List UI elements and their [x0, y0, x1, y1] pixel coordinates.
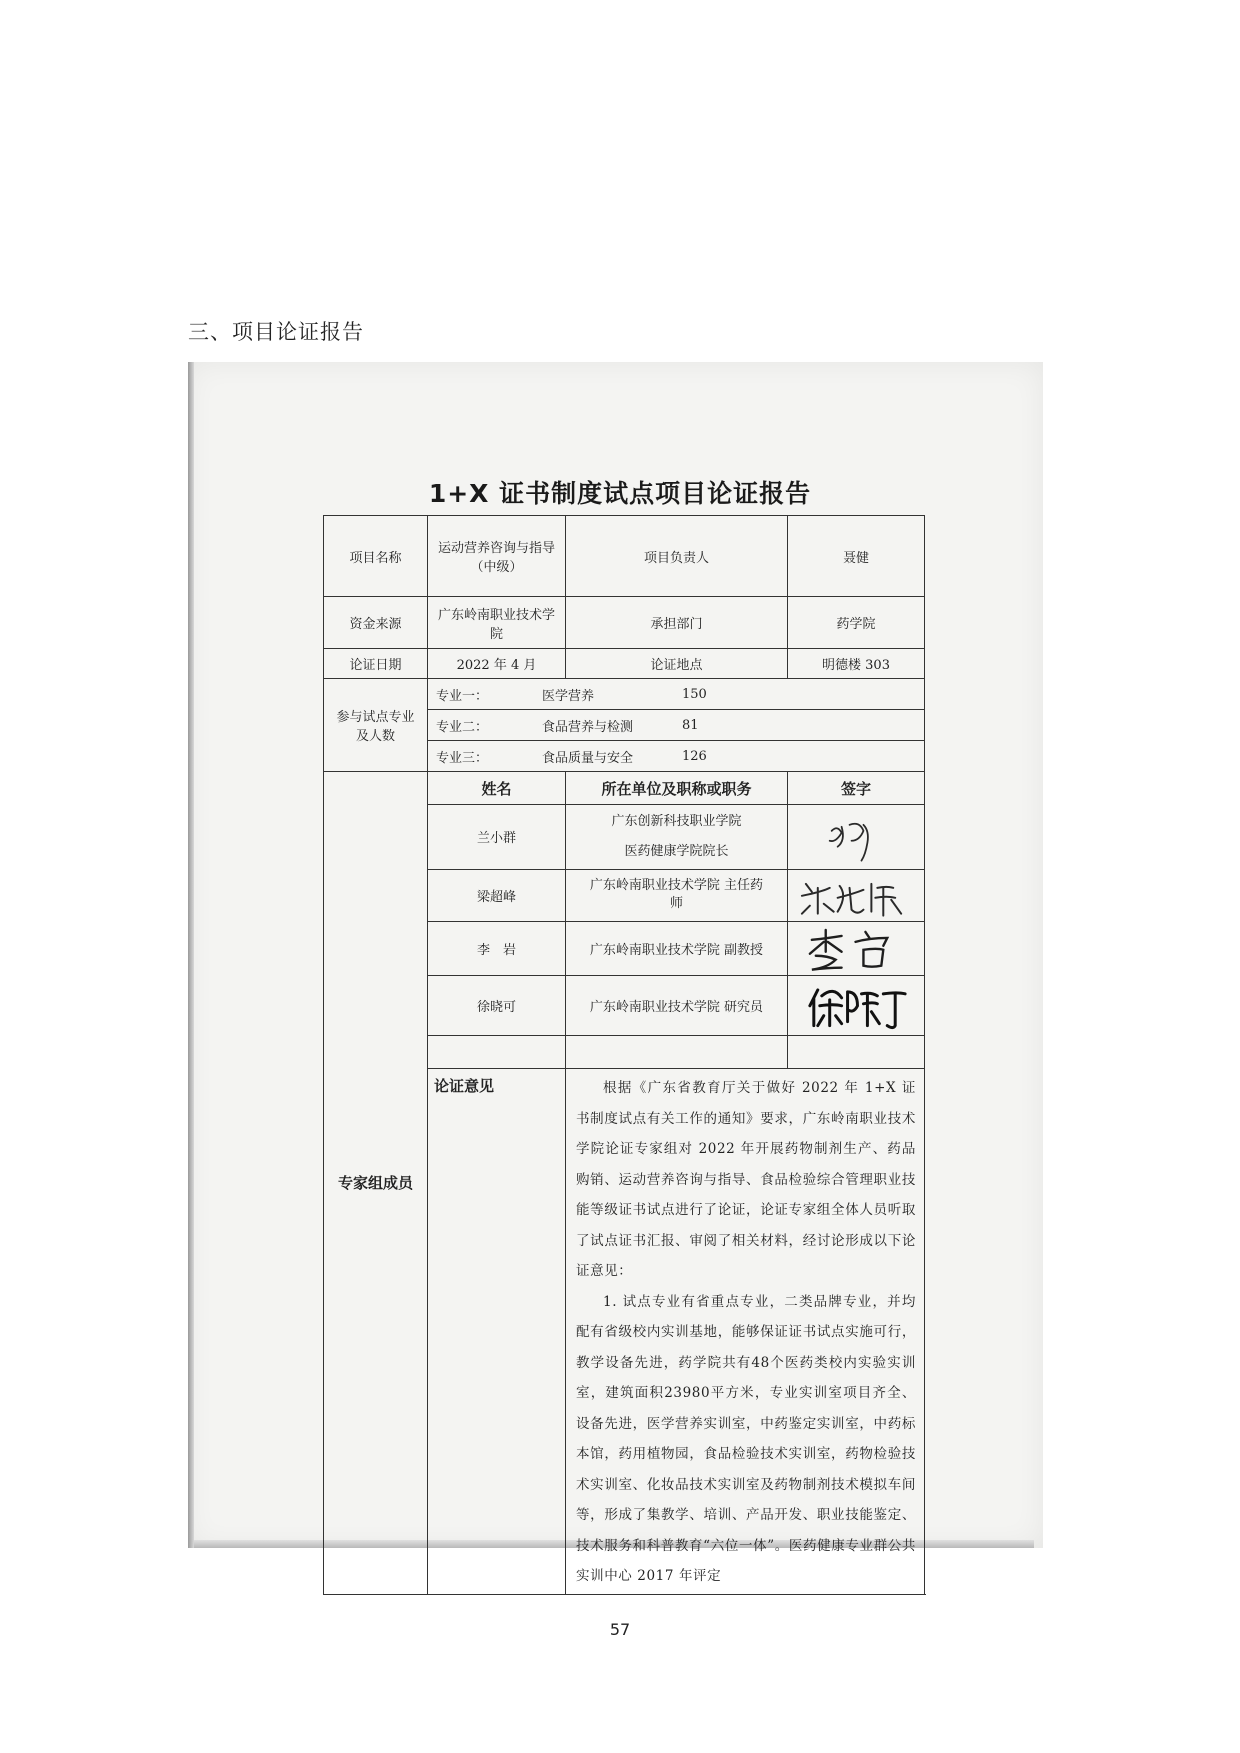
opinion-paragraph: 1. 试点专业有省重点专业，二类品牌专业，并均配有省级校内实训基地，能够保证证书试点实施可行，教学设备先进，药学院共有48个医药类校内实验实训室，建筑面积23980平方米，专业实训室项目齐全、设备先进，医学营养实训室，中药鉴定实训室，中药标本馆，药用植物园，食品检验技术实训室，药物检验技术实训室、化妆品技术实训室及药物制剂技术模拟车间等，形成了集教学、培训、产品开发、职业技能鉴定、技术服务和科普教育“六位一体”。医药健康专业群公共实训中心 2017 年评定	[576, 1293, 916, 1585]
label-date: 论证日期	[324, 649, 428, 679]
expert-name: 李 岩	[428, 922, 566, 976]
scan-left-edge	[188, 362, 194, 1548]
major-row	[428, 710, 925, 741]
section-heading: 三、项目论证报告	[188, 320, 364, 344]
expert-signature	[788, 805, 925, 870]
expert-header-unit: 所在单位及职称或职务	[566, 772, 788, 805]
label-participants: 参与试点专业及人数	[324, 679, 428, 772]
expert-unit	[566, 805, 788, 870]
report-title: 1+X 证书制度试点项目论证报告	[428, 479, 812, 508]
report-table	[323, 515, 925, 1595]
expert-unit	[566, 869, 788, 922]
expert-unit-line: 广东岭南职业技术学院 主任药	[589, 878, 764, 894]
expert-header-sign: 签字	[788, 772, 925, 805]
signature-mark	[788, 976, 924, 1036]
major-label: 专业三：	[436, 750, 489, 766]
major-row	[428, 679, 925, 710]
empty-cell	[428, 1036, 566, 1069]
signature-mark	[788, 922, 924, 975]
page-number: 57	[609, 1620, 631, 1639]
signature-mark	[788, 805, 924, 869]
label-fund-source: 资金来源	[324, 597, 428, 649]
major-label: 专业二：	[436, 719, 489, 735]
value-fund-source: 广东岭南职业技术学院	[428, 597, 566, 649]
opinion-paragraph: 根据《广东省教育厅关于做好 2022 年 1+X 证书制度试点有关工作的通知》要求，广东岭南职业技术学院论证专家组对 2022 年开展药物制剂生产、药品购销、运动营养咨询与指导、食品检验综合管理职业技能等级证书试点进行了论证，论证专家组全体人员听取了试点证书汇报、审阅了相关材料，经讨论形成以下论证意见：	[576, 1080, 916, 1280]
empty-cell	[788, 1036, 925, 1069]
expert-unit-line: 广东岭南职业技术学院 副教授	[589, 942, 764, 958]
opinion-cell	[566, 1069, 925, 1595]
value-project-leader: 聂健	[788, 516, 925, 597]
expert-name: 梁超峰	[428, 869, 566, 922]
value-date: 2022 年 4 月	[428, 649, 566, 679]
expert-name: 徐晓可	[428, 975, 566, 1036]
major-count: 126	[682, 748, 707, 764]
expert-unit-line: 师	[669, 896, 683, 912]
expert-name: 兰小群	[428, 805, 566, 870]
expert-unit	[566, 975, 788, 1036]
expert-signature	[788, 922, 925, 976]
value-project-name: 运动营养咨询与指导（中级）	[428, 516, 566, 597]
label-opinion: 论证意见	[428, 1069, 566, 1595]
expert-header-name: 姓名	[428, 772, 566, 805]
label-project-name: 项目名称	[324, 516, 428, 597]
major-name: 食品质量与安全	[542, 750, 634, 766]
major-name: 食品营养与检测	[542, 719, 634, 735]
label-location: 论证地点	[566, 649, 788, 679]
label-project-leader: 项目负责人	[566, 516, 788, 597]
signature-mark	[788, 870, 924, 922]
expert-unit-line: 广东岭南职业技术学院 研究员	[589, 1000, 764, 1016]
major-count: 81	[682, 717, 699, 733]
expert-unit	[566, 922, 788, 976]
value-location: 明德楼 303	[788, 649, 925, 679]
label-experts: 专家组成员	[324, 772, 428, 1595]
expert-signature	[788, 975, 925, 1036]
expert-signature	[788, 869, 925, 922]
major-count: 150	[682, 686, 707, 702]
expert-unit-line: 广东创新科技职业学院	[611, 813, 742, 829]
major-name: 医学营养	[542, 688, 595, 704]
major-label: 专业一：	[436, 688, 489, 704]
expert-unit-line: 医药健康学院院长	[624, 843, 729, 859]
label-department: 承担部门	[566, 597, 788, 649]
empty-cell	[566, 1036, 788, 1069]
value-department: 药学院	[788, 597, 925, 649]
major-row	[428, 741, 925, 772]
